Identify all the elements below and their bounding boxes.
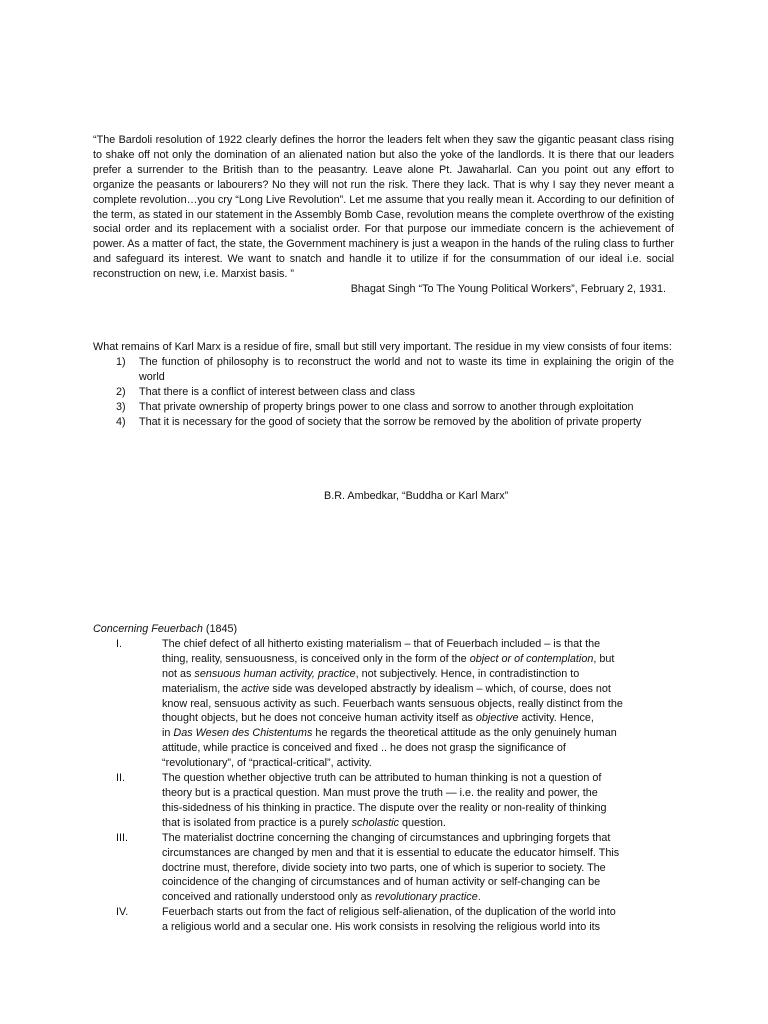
thesis-line [162, 726, 674, 741]
thesis-item [93, 831, 674, 906]
text-run: attitude, while practice is conceived and fixed .. he does not grasp the significance of [162, 742, 566, 755]
thesis-line [162, 756, 674, 771]
ambedkar-list [93, 355, 674, 430]
feuerbach-title: Concerning Feuerbach [93, 623, 203, 635]
feuerbach-year: (1845) [205, 623, 238, 635]
thesis-number: III. [116, 831, 128, 844]
text-run: “revolutionary”, of “practical-critical”, activity. [162, 757, 372, 770]
text-run: he regards the theoretical attitude as the only genuinely human [312, 727, 617, 740]
list-item-number: 2) [116, 385, 126, 398]
thesis-line [162, 831, 674, 846]
thesis-line [162, 846, 674, 861]
theses-list [93, 637, 674, 935]
thesis-item [93, 771, 674, 831]
italic-text: object or of contemplation [469, 652, 594, 665]
italic-text: sensuous human activity, practice [194, 667, 356, 680]
text-run: activity. Hence, [518, 712, 594, 725]
thesis-line [162, 771, 674, 786]
list-item [93, 355, 674, 385]
thesis-text [162, 831, 674, 906]
text-run: this-sidedness of his thinking in practice. The dispute over the reality or non-reality of thinking [162, 801, 607, 814]
ambedkar-attribution: B.R. Ambedkar, “Buddha or Karl Marx” [324, 490, 509, 502]
italic-text: active [241, 682, 270, 695]
list-item [93, 385, 674, 400]
thesis-item [93, 905, 674, 935]
thesis-line [162, 711, 674, 726]
thesis-line [162, 801, 674, 816]
italic-text: scholastic [351, 816, 400, 829]
list-item-text: That there is a conflict of interest between class and class [139, 385, 416, 398]
list-item-text: That it is necessary for the good of society that the sorrow be removed by the abolition of private property [139, 415, 642, 428]
text-run: , but [593, 652, 615, 665]
list-item-number: 1) [116, 355, 126, 368]
text-run: know real, sensuous activity as such. Feuerbach wants sensuous objects, really distinct from the [162, 697, 623, 710]
thesis-line [162, 816, 674, 831]
text-run: materialism, the [162, 682, 242, 695]
thesis-line [162, 875, 674, 890]
text-run: . [477, 891, 481, 904]
text-run: coincidence of the changing of circumstances and of human activity or self-changing can be [162, 876, 601, 889]
bhagat-singh-section [93, 133, 674, 297]
list-item-text: The function of philosophy is to reconstruct the world and not to waste its time in explaining the origin of the world [139, 355, 674, 383]
bhagat-singh-quote: “The Bardoli resolution of 1922 clearly defines the horror the leaders felt when they saw the gigantic peasant class rising to shake off not only the domination of an alienated nation but also the yoke of the landlords. It is there that our leaders prefer a surrender to the British than to the peasantry. Leave alone Pt. Jawaharlal. Can you point out any effort to organize the peasants or labourers? No they will not run the risk. There they lack. That is why I say they never meant a complete revolution…you cry “Long Live Revolution”. Let me assume that you really mean it. According to our definition of the term, as stated in our statement in the Assembly Bomb Case, revolution means the complete overthrow of the existing social order and its replacement with a socialist order. For that purpose our immediate concern is the achievement of power. As a matter of fact, the state, the Government machinery is just a weapon in the hands of the ruling class to further and safeguard its interest. We want to snatch and handle it to utilize if for the consummation of our ideal i.e. social reconstruction on new, i.e. Marxist basis. ” [93, 134, 674, 281]
list-item-text: That private ownership of property brings power to one class and sorrow to another through exploitation [139, 400, 634, 413]
thesis-text [162, 905, 674, 935]
thesis-line [162, 920, 674, 935]
thesis-line [162, 637, 674, 652]
thesis-number: IV. [116, 906, 129, 919]
thesis-item [93, 637, 674, 771]
text-run: side was developed abstractly by idealism – which, of course, does not [269, 682, 611, 695]
italic-text: revolutionary practice [375, 891, 478, 904]
feuerbach-section [93, 622, 674, 935]
italic-text: objective [475, 712, 519, 725]
text-run: circumstances are changed by men and that it is essential to educate the educator himself. This [162, 846, 620, 859]
text-run: thought objects, but he does not conceive human activity itself as [162, 712, 476, 725]
text-run: conceived and rationally understood only as [162, 891, 376, 904]
thesis-text [162, 771, 674, 831]
thesis-line [162, 861, 674, 876]
thesis-line [162, 697, 674, 712]
bhagat-singh-attribution: Bhagat Singh “To The Young Political Workers”, February 2, 1931. [350, 283, 666, 296]
text-run: The question whether objective truth can be attributed to human thinking is not a question of [162, 772, 602, 785]
text-run: The chief defect of all hitherto existing materialism – that of Feuerbach included – is that the [162, 637, 601, 650]
feuerbach-heading [93, 622, 674, 637]
thesis-line [162, 741, 674, 756]
text-run: The materialist doctrine concerning the changing of circumstances and upbringing forgets that [162, 831, 611, 844]
thesis-line [162, 890, 674, 905]
thesis-number: II. [116, 772, 125, 785]
thesis-line [162, 786, 674, 801]
italic-text: Das Wesen des Chistentums [173, 727, 313, 740]
list-item-number: 4) [116, 415, 126, 428]
thesis-line [162, 682, 674, 697]
text-run: not as [162, 667, 195, 680]
text-run: doctrine must, therefore, divide society into two parts, one of which is superior to society. The [162, 861, 606, 874]
thesis-line [162, 652, 674, 667]
text-run: a religious world and a secular one. His work consists in resolving the religious world into its [162, 921, 601, 934]
text-run: theory but is a practical question. Man must prove the truth — i.e. the reality and power, the [162, 786, 598, 799]
thesis-text [162, 637, 674, 771]
thesis-line [162, 667, 674, 682]
ambedkar-intro: What remains of Karl Marx is a residue of fire, small but still very important. The residue in my view consists of four items: [93, 341, 672, 353]
text-run: Feuerbach starts out from the fact of religious self-alienation, of the duplication of the world into [162, 906, 616, 919]
list-item [93, 415, 674, 430]
text-run: question. [399, 816, 446, 829]
text-run: in [162, 727, 174, 740]
list-item-number: 3) [116, 400, 126, 413]
thesis-number: I. [116, 637, 122, 650]
text-run: thing, reality, sensuousness, is conceived only in the form of the [162, 652, 470, 665]
ambedkar-section [93, 340, 674, 429]
text-run: , not subjectively. Hence, in contradistinction to [355, 667, 580, 680]
list-item [93, 400, 674, 415]
text-run: that is isolated from practice is a purely [162, 816, 352, 829]
thesis-line [162, 905, 674, 920]
